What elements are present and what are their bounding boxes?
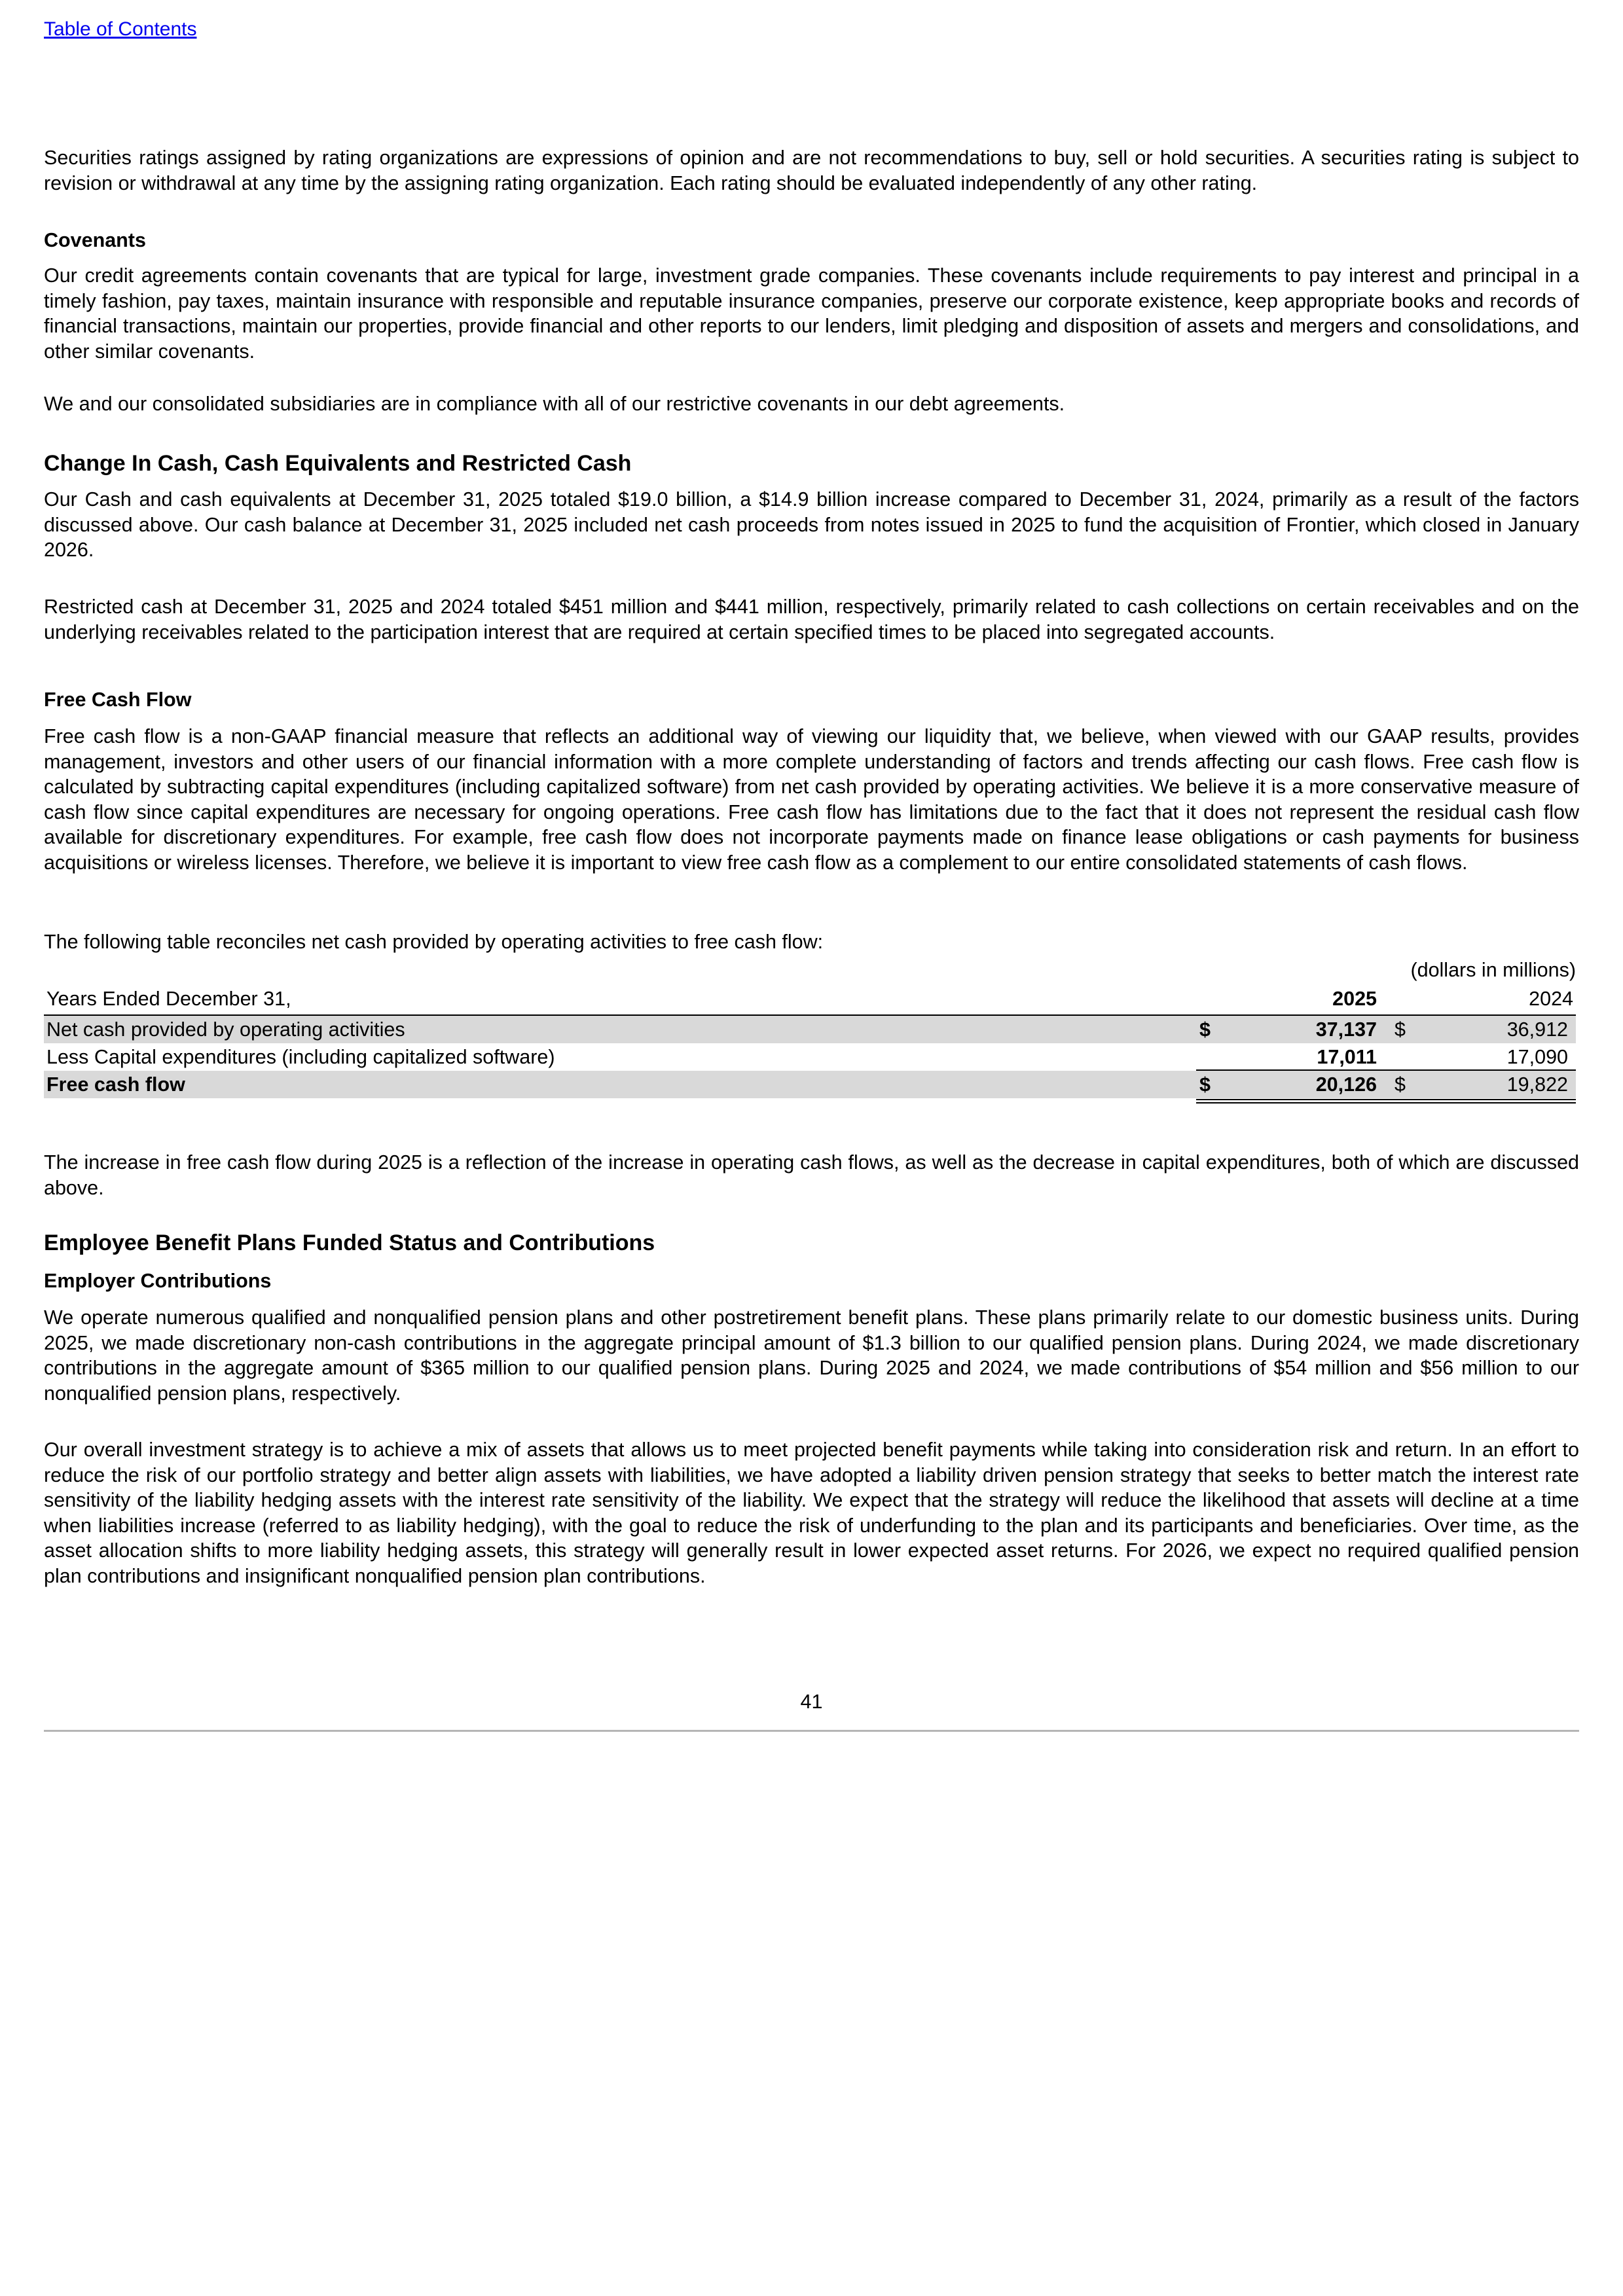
- table-header-2024: 2024: [1529, 988, 1573, 1010]
- table-units-label: (dollars in millions): [1410, 959, 1576, 981]
- table-header-row: [44, 985, 1576, 1013]
- covenants-heading: Covenants: [44, 229, 146, 251]
- table-row: [44, 1043, 1576, 1071]
- free-cash-flow-heading: Free Cash Flow: [44, 689, 192, 711]
- row-dollar-2025: $: [1199, 1018, 1211, 1041]
- covenants-paragraph: Our credit agreements contain covenants that are typical for large, investment grade companies. These covenants include requirements to pay interest and principal in a timely fashion, pay taxes, maintain insurance with responsible and reputable insurance companies, preserve our corporate existence, keep appropriate books and records of financial transactions, maintain our properties, provide financial and other reports to our lenders, limit pledging and disposition of assets and mergers and consolidations, and other similar covenants.: [44, 264, 1579, 363]
- free-cash-flow-paragraph: Free cash flow is a non-GAAP financial measure that reflects an additional way of viewing our liquidity that, we believe, when viewed with our GAAP results, provides management, investors and other users of our financial information with a more complete understanding of factors and trends affecting our cash flows. Free cash flow is calculated by subtracting capital expenditures (including capitalized software) from net cash provided by operating activities. We believe it is a more conservative measure of cash flow since capital expenditures are necessary for ongoing operations. Free cash flow has limitations due to the fact that it does not represent the residual cash flow available for discretionary expenditures. For example, free cash flow does not incorporate payments made on finance lease obligations or cash payments for business acquisitions or wireless licenses. Therefore, we believe it is important to view free cash flow as a complement to our entire consolidated statements of cash flows.: [44, 725, 1579, 874]
- row-label: Net cash provided by operating activities: [46, 1018, 405, 1041]
- total-double-rule-top: [1196, 1099, 1576, 1100]
- table-of-contents-link[interactable]: Table of Contents: [44, 18, 197, 40]
- pension-contributions-paragraph: We operate numerous qualified and nonqualified pension plans and other postretirement benefit plans. These plans primarily relate to our domestic business units. During 2025, we made discretionary non-cash contributions in the aggregate principal amount of $1.3 billion to our qualified pension plans. During 2024, we made discretionary contributions in the aggregate amount of $365 million to our qualified pension plans. During 2025 and 2024, we made contributions of $54 million and $56 million to our nonqualified pension plans, respectively.: [44, 1306, 1579, 1405]
- row-dollar-2024: $: [1395, 1073, 1406, 1096]
- row-label: Free cash flow: [46, 1073, 185, 1096]
- row-label: Less Capital expenditures (including capitalized software): [46, 1046, 555, 1068]
- row-value-2025: 37,137: [1315, 1018, 1377, 1041]
- row-value-2025: 20,126: [1315, 1073, 1377, 1096]
- restricted-cash-paragraph: Restricted cash at December 31, 2025 and 2024 totaled $451 million and $441 million, respectively, primarily related to cash collections on certain receivables and on the underlying receivables related to the participation interest that are required at certain specified times to be placed into segregated accounts.: [44, 596, 1579, 643]
- employee-benefit-heading: Employee Benefit Plans Funded Status and Contributions: [44, 1230, 655, 1255]
- covenants-compliance-paragraph: We and our consolidated subsidiaries are in compliance with all of our restrictive covenants in our debt agreements.: [44, 393, 1065, 415]
- securities-ratings-paragraph: Securities ratings assigned by rating organizations are expressions of opinion and are not recommendations to buy, sell or hold securities. A securities rating is subject to revision or withdrawal at any time by the assigning rating organization. Each rating should be evaluated independently of any other rating.: [44, 147, 1579, 194]
- row-value-2025: 17,011: [1317, 1046, 1377, 1068]
- table-header-2025: 2025: [1332, 988, 1377, 1010]
- change-in-cash-heading: Change In Cash, Cash Equivalents and Restricted Cash: [44, 451, 632, 476]
- footer-rule: [44, 1730, 1579, 1732]
- total-double-rule-bottom: [1196, 1102, 1576, 1103]
- row-value-2024: 17,090: [1506, 1046, 1568, 1068]
- row-value-2024: 36,912: [1506, 1018, 1568, 1041]
- table-header-label: Years Ended December 31,: [46, 988, 291, 1010]
- table-intro-paragraph: The following table reconciles net cash provided by operating activities to free cash flow:: [44, 931, 824, 953]
- table-row: [44, 1016, 1576, 1043]
- table-row-total: [44, 1071, 1576, 1098]
- employer-contributions-heading: Employer Contributions: [44, 1270, 272, 1292]
- page-number: 41: [800, 1691, 823, 1713]
- investment-strategy-paragraph: Our overall investment strategy is to achieve a mix of assets that allows us to meet projected benefit payments while taking into consideration risk and return. In an effort to reduce the risk of our portfolio strategy and better align assets with liabilities, we have adopted a liability driven pension strategy that seeks to better match the interest rate sensitivity of the liability hedging assets with the interest rate sensitivity of the liability. We expect that the strategy will reduce the likelihood that assets will decline at a time when liabilities increase (referred to as liability hedging), with the goal to reduce the risk of underfunding to the plan and its participants and beneficiaries. Over time, as the asset allocation shifts to more liability hedging assets, this strategy will generally result in lower expected asset returns. For 2026, we expect no required qualified pension plan contributions and insignificant nonqualified pension plan contributions.: [44, 1439, 1579, 1587]
- row-value-2024: 19,822: [1506, 1073, 1568, 1096]
- free-cash-flow-increase-paragraph: The increase in free cash flow during 2025 is a reflection of the increase in operating cash flows, as well as the decrease in capital expenditures, both of which are discussed above.: [44, 1151, 1579, 1199]
- row-dollar-2024: $: [1395, 1018, 1406, 1041]
- row-dollar-2025: $: [1199, 1073, 1211, 1096]
- cash-equivalents-paragraph: Our Cash and cash equivalents at December 31, 2025 totaled $19.0 billion, a $14.9 billion increase compared to December 31, 2024, primarily as a result of the factors discussed above. Our cash balance at December 31, 2025 included net cash proceeds from notes issued in 2025 to fund the acquisition of Frontier, which closed in January 2026.: [44, 488, 1579, 561]
